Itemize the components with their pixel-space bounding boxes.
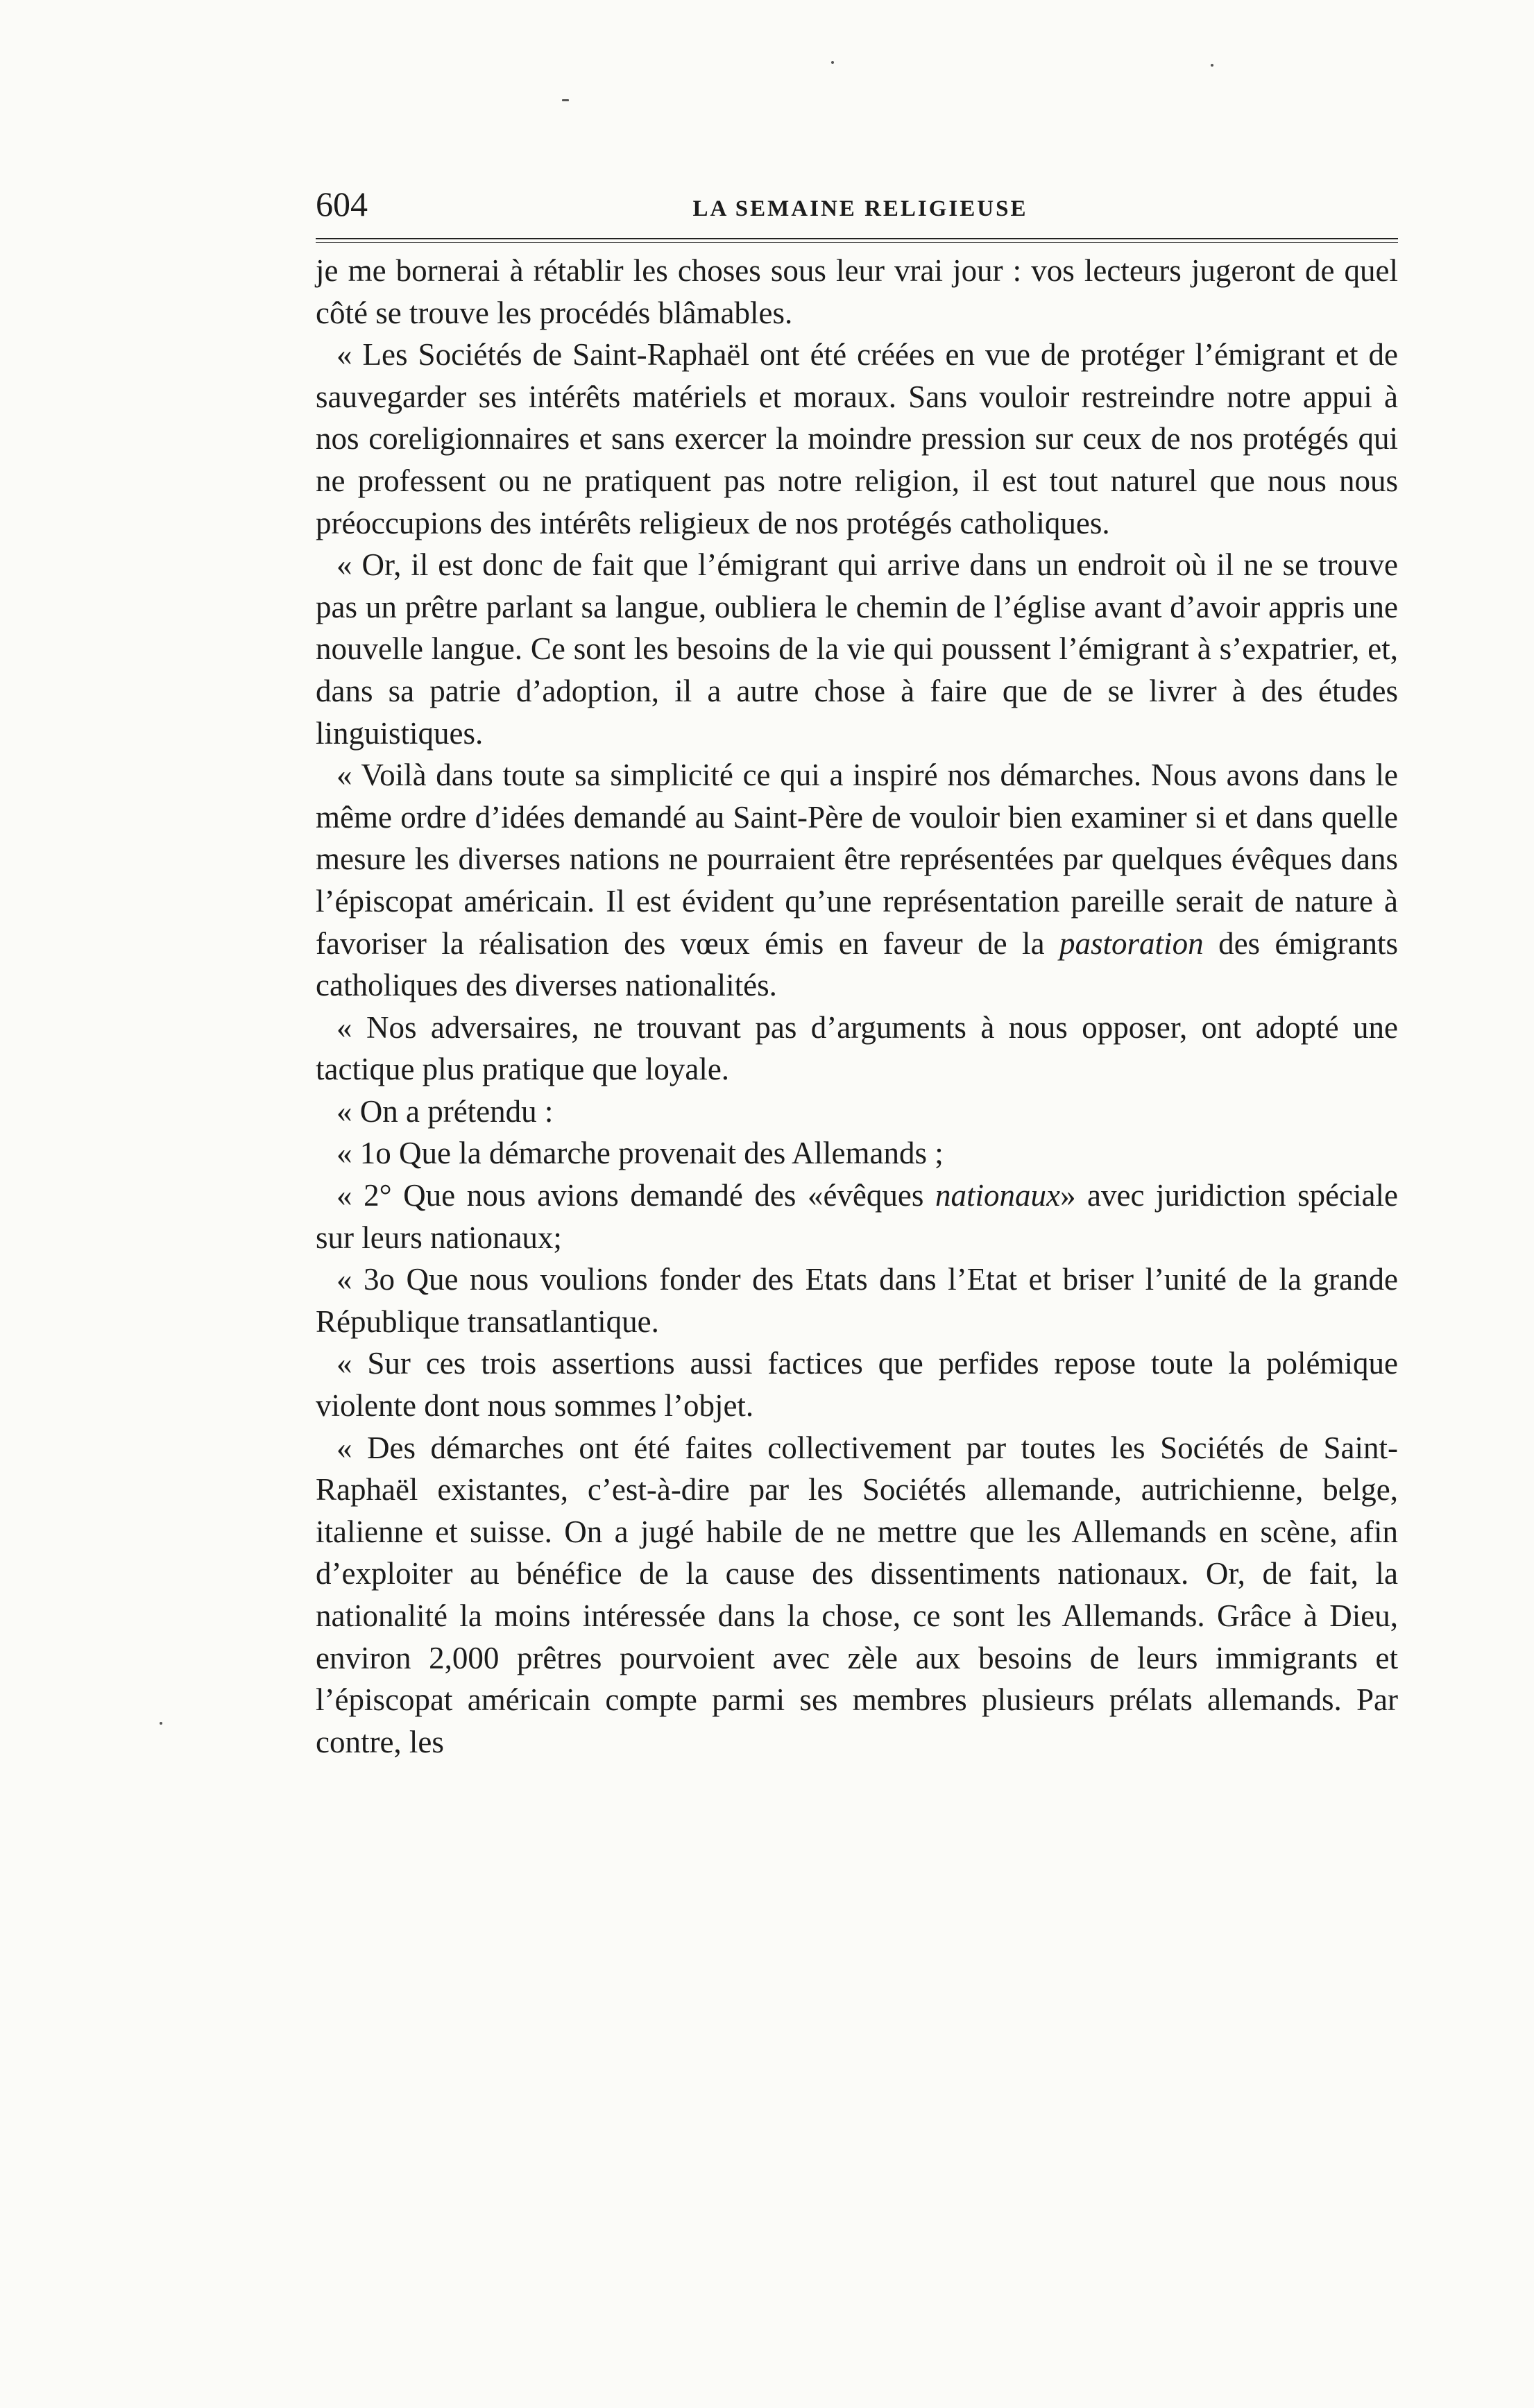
text-run: « On a prétendu : bbox=[336, 1093, 554, 1129]
text-run: « Sur ces trois assertions aussi factices que perfides repose toute la polémique violente dont nous sommes l’objet. bbox=[316, 1346, 1398, 1424]
italic-run: nationaux bbox=[935, 1178, 1060, 1213]
italic-run: pastoration bbox=[1059, 925, 1204, 961]
text-run: « 1o Que la démarche provenait des Allemands ; bbox=[336, 1136, 944, 1171]
paragraph bbox=[316, 1091, 1398, 1133]
text-run: « Nos adversaires, ne trouvant pas d’arguments à nous opposer, ont adopté une tactique plus pratique que loyale. bbox=[316, 1009, 1398, 1087]
scan-speck bbox=[562, 99, 569, 101]
text-run: « Les Sociétés de Saint-Raphaël ont été créées en vue de protéger l’émigrant et de sauvegarder ses intérêts matériels et moraux. Sans vouloir restreindre notre appui à nos coreligionnaires et sans exercer la moindre pression sur ceux de nos protégés qui ne professent ou ne pratiquent pas notre religion, il est tout naturel que nous nous préoccupions des intérêts religieux de nos protégés catholiques. bbox=[316, 337, 1398, 540]
scan-speck bbox=[160, 1722, 162, 1725]
paragraph bbox=[316, 334, 1398, 544]
text-run: » avec juridiction spéciale sur leurs nationaux; bbox=[316, 1178, 1398, 1255]
text-run: « 3o Que nous voulions fonder des Etats dans l’Etat et briser l’unité de la grande République transatlantique. bbox=[316, 1262, 1398, 1339]
paragraph bbox=[316, 754, 1398, 1007]
text-run: des émigrants catholiques des diverses nationalités. bbox=[316, 925, 1398, 1003]
running-title: LA SEMAINE RELIGIEUSE bbox=[692, 196, 1028, 221]
paragraph bbox=[316, 1007, 1398, 1091]
header-rule bbox=[316, 238, 1398, 243]
page-number: 604 bbox=[316, 185, 368, 223]
scan-speck bbox=[831, 61, 834, 64]
paragraph bbox=[316, 1427, 1398, 1764]
paragraph bbox=[316, 1175, 1398, 1258]
paragraph bbox=[316, 1258, 1398, 1342]
book-page bbox=[316, 184, 1398, 1763]
page-header bbox=[316, 184, 1398, 232]
text-run: « 2° Que nous avions demandé des «évêques bbox=[336, 1178, 935, 1213]
scan-speck bbox=[1211, 64, 1213, 67]
text-run: « Des démarches ont été faites collectivement par toutes les Sociétés de Saint-Raphaël existantes, c’est-à-dire par les Sociétés allemande, autrichienne, belge, italienne et suisse. On a jugé habile de ne mettre que les Allemands en scène, afin d’exploiter au bénéfice de la cause des dissentiments nationaux. Or, de fait, la nationalité la moins intéressée dans la chose, ce sont les Allemands. Grâce à Dieu, environ 2,000 prêtres pourvoient avec zèle aux besoins de leurs immigrants et l’épiscopat américain compte parmi ses membres plusieurs prélats allemands. Par contre, les bbox=[316, 1430, 1398, 1759]
paragraph bbox=[316, 1132, 1398, 1175]
paragraph bbox=[316, 1342, 1398, 1426]
paragraph bbox=[316, 544, 1398, 754]
text-run: « Or, il est donc de fait que l’émigrant qui arrive dans un endroit où il ne se trouve pas un prêtre parlant sa langue, oubliera le chemin de l’église avant d’avoir appris une nouvelle langue. Ce sont les besoins de la vie qui poussent l’émigrant à s’expatrier, et, dans sa patrie d’adoption, il a autre chose à faire que de se livrer à des études linguistiques. bbox=[316, 547, 1398, 751]
paragraph bbox=[316, 250, 1398, 334]
page-body bbox=[316, 250, 1398, 1763]
text-run: je me bornerai à rétablir les choses sous leur vrai jour : vos lecteurs jugeront de quel côté se trouve les procédés blâmables. bbox=[316, 253, 1398, 330]
text-run: « Voilà dans toute sa simplicité ce qui a inspiré nos démarches. Nous avons dans le même ordre d’idées demandé au Saint-Père de vouloir bien examiner si et dans quelle mesure les diverses nations ne pourraient être représentées par quelques évêques dans l’épiscopat américain. Il est évident qu’une représentation pareille serait de nature à favoriser la réalisation des vœux émis en faveur de la bbox=[316, 758, 1398, 961]
